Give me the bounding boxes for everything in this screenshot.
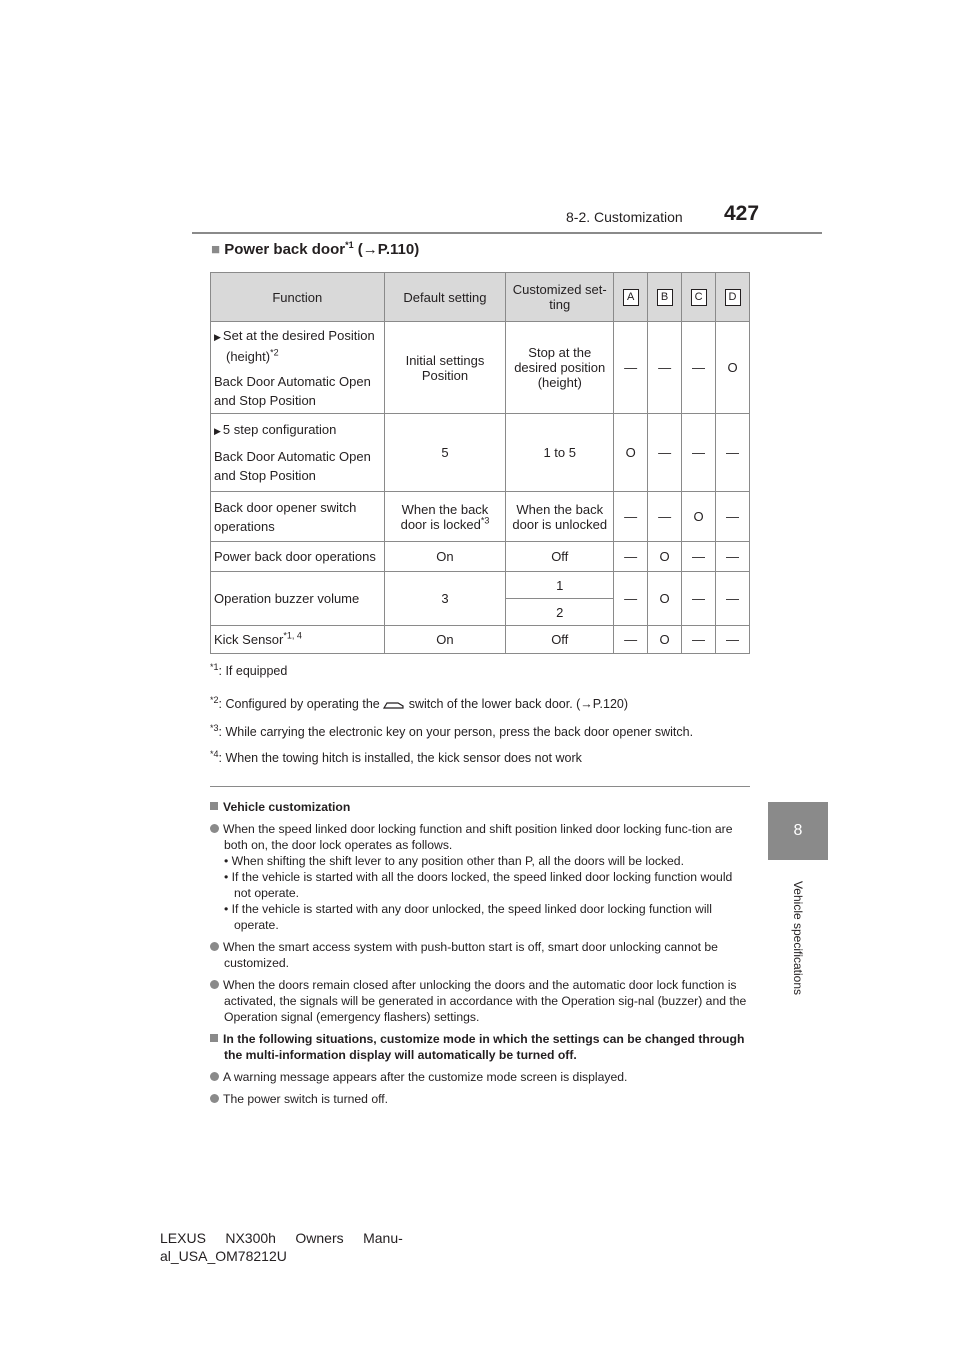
- table-row: Kick Sensor$^{*1, 4}$ On Off — O — —: [211, 626, 750, 654]
- col-function: Function: [211, 273, 385, 322]
- table-row: 2: [211, 599, 750, 626]
- circle-bullet-icon: [210, 980, 219, 989]
- table-row: ▶ Set at the desired Position (height)$^{*2}$ Back Door Automatic Open and Stop Position Initial settings Position Stop at the desired position (height) — — — O: [211, 322, 750, 414]
- table-row: Operation buzzer volume 3 1 — O — —: [211, 572, 750, 599]
- footnote-2: $^{*2}$: Configured by operating the switch of the lower back door. (→P.120): [210, 694, 629, 711]
- table-header-row: [211, 273, 750, 322]
- footnote-3: $^{*3}$: While carrying the electronic key on your person, press the back door opener switch.: [210, 722, 694, 739]
- col-label-d: D: [725, 289, 741, 306]
- circle-bullet-icon: [210, 824, 219, 833]
- square-bullet-icon: [210, 1034, 218, 1042]
- back-door-switch-icon: [383, 700, 405, 710]
- col-default: Default setting: [384, 273, 506, 322]
- notes-section: Vehicle customization When the speed linked door locking function and shift position linked door locking func-tion are both on, the door lock operates as follows. • When shifting the shift lever to any position other than P, all the doors will be locked. • If the vehicle is started with all the doors locked, the speed linked door locking function would not operate. • If the vehicle is started with any door unlocked, the speed linked door locking function will operate. When the smart access system with push-button start is off, smart door unlocking cannot be customized. When the doors remain closed after unlocking the doors and the automatic door lock function is activated, the signals will be generated in accordance with the Operation sig-nal (buzzer) and the Operation signal (emergency flashers) settings. In the following situations, customize mode in which the settings can be changed through the multi-information display will automatically be turned off. A warning message appears after the customize mode screen is displayed. The power switch is turned off.: [210, 793, 750, 1107]
- col-label-a: A: [623, 289, 639, 306]
- triangle-bullet-icon: ▶: [214, 426, 221, 436]
- page-number: 427: [724, 202, 760, 225]
- section-heading: 8-2. Customization: [566, 209, 683, 225]
- square-bullet-icon: ■: [211, 241, 221, 258]
- header-rule: [192, 232, 822, 234]
- customization-table: [210, 272, 750, 654]
- divider: [210, 786, 750, 787]
- footer: LEXUS NX300h Owners Manu- al_USA_OM78212U: [160, 1230, 403, 1264]
- triangle-bullet-icon: ▶: [214, 331, 221, 342]
- chapter-label: Vehicle specifications: [791, 880, 805, 996]
- circle-bullet-icon: [210, 942, 219, 951]
- chapter-tab: 8: [768, 802, 828, 860]
- col-label-b: B: [657, 289, 673, 306]
- circle-bullet-icon: [210, 1094, 219, 1103]
- square-bullet-icon: [210, 802, 218, 810]
- table-row: ▶ 5 step configuration Back Door Automatic Open and Stop Position 5 1 to 5 O — — —: [211, 414, 750, 492]
- footnote-4: $^{*4}$: When the towing hitch is installed, the kick sensor does not work: [210, 748, 582, 765]
- section-title: ■ Power back door$^{*1}$ (→P.110): [211, 240, 420, 258]
- table-row: Back door opener switch operations When the back door is locked$^{*3}$ When the back door is unlocked — — O —: [211, 492, 750, 542]
- footnote-1: $^{*1}$: If equipped: [210, 661, 288, 678]
- circle-bullet-icon: [210, 1072, 219, 1081]
- col-label-c: C: [691, 289, 707, 306]
- table-row: Power back door operations On Off — O — —: [211, 542, 750, 572]
- col-custom: Customized set-ting: [506, 273, 614, 322]
